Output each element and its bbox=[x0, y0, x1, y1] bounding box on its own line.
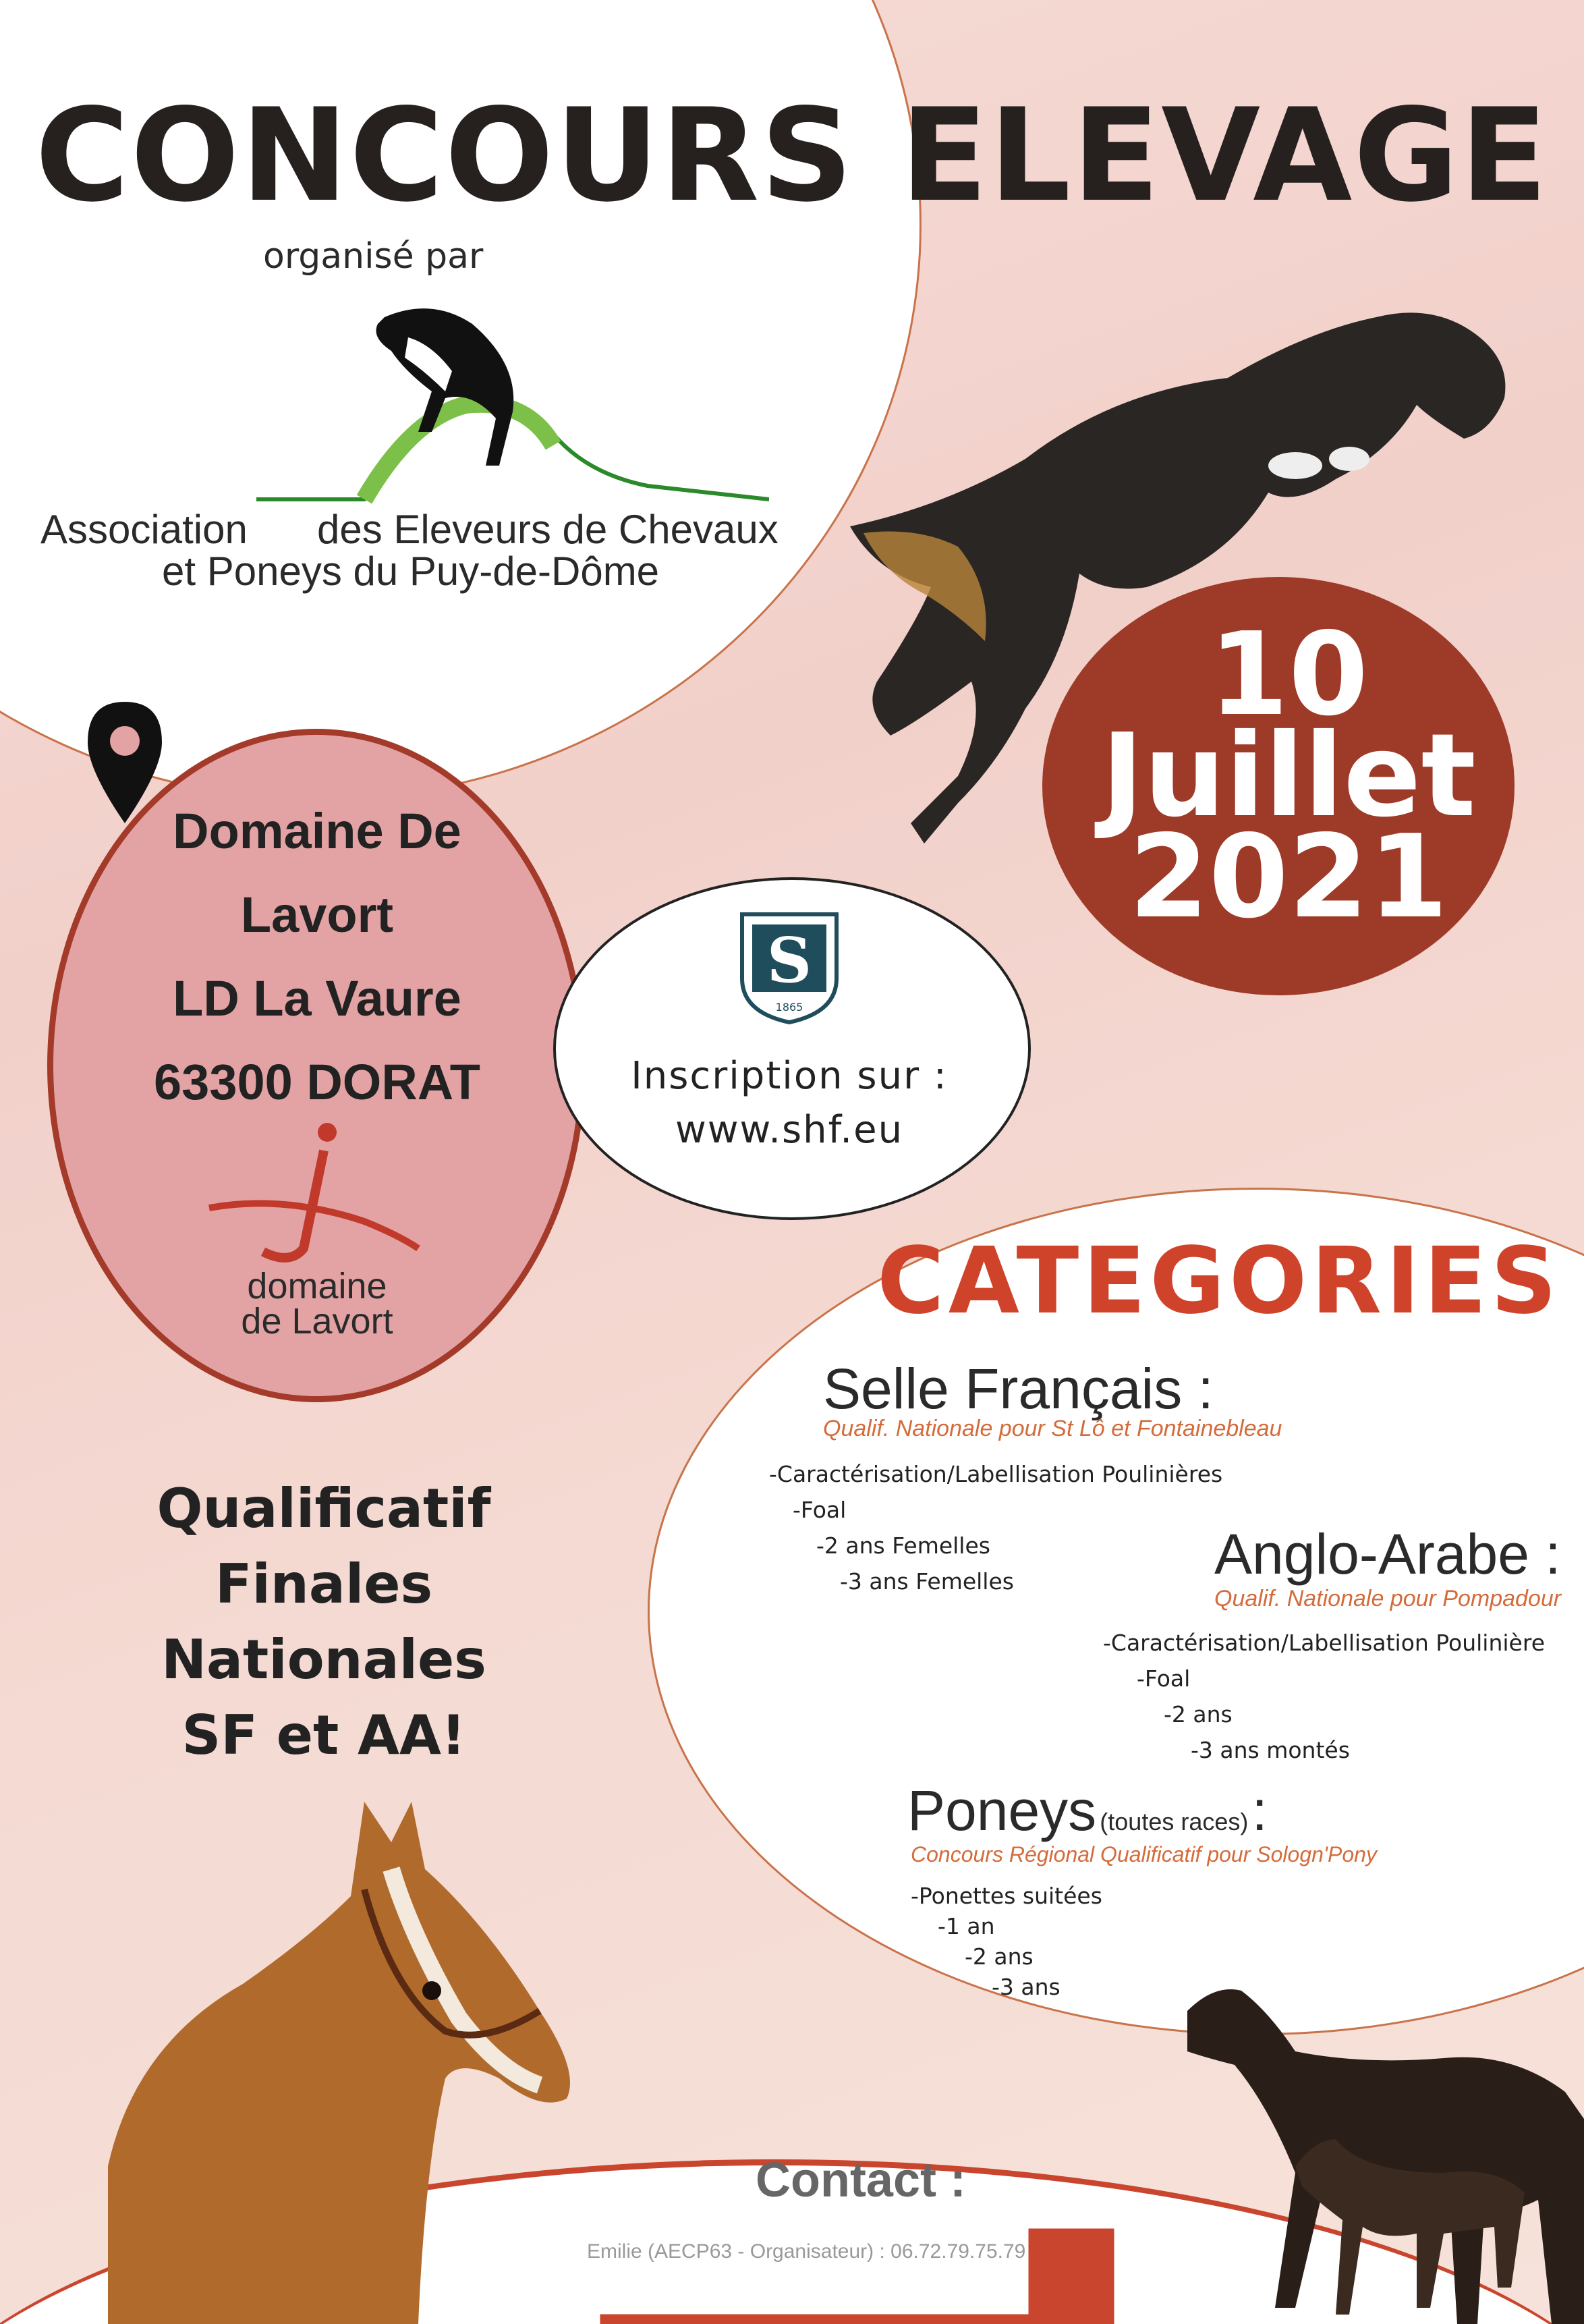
poneys-item: -Ponettes suitées bbox=[911, 1883, 1102, 1909]
domaine-logo-line-2: de Lavort bbox=[241, 1301, 393, 1341]
qualificatif-line-3: Nationales bbox=[161, 1628, 486, 1691]
aa-item: -Caractérisation/Labellisation Poulinière bbox=[1103, 1630, 1546, 1656]
poneys-note: (toutes races) bbox=[1100, 1808, 1249, 1835]
domaine-lavort-logo-mark bbox=[202, 1120, 432, 1275]
sf-item: -Caractérisation/Labellisation Poulinières bbox=[769, 1461, 1223, 1487]
date-day: 10 bbox=[1208, 608, 1369, 742]
qualificatif-block bbox=[101, 1471, 546, 1773]
inscription-url[interactable]: www.shf.eu bbox=[675, 1108, 904, 1152]
aa-item: -2 ans bbox=[1164, 1701, 1233, 1727]
poneys-heading bbox=[907, 1778, 1268, 1844]
shf-logo-year: 1865 bbox=[775, 1001, 803, 1014]
address-line-4: 63300 DORAT bbox=[154, 1054, 480, 1110]
address-line-3: LD La Vaure bbox=[173, 970, 461, 1026]
address-line-1: Domaine De bbox=[173, 803, 461, 859]
sf-item: -Foal bbox=[793, 1497, 847, 1523]
association-name-a: Association bbox=[40, 507, 248, 552]
anglo-arabe-heading: Anglo-Arabe : bbox=[1214, 1522, 1561, 1586]
contact-title: Contact : bbox=[756, 2153, 966, 2207]
page-title: CONCOURS ELEVAGE bbox=[34, 81, 1550, 230]
aa-item: -3 ans montés bbox=[1191, 1737, 1350, 1763]
domaine-logo-text bbox=[175, 1266, 459, 1341]
qualificatif-line-2: Finales bbox=[215, 1553, 433, 1615]
poneys-item: -1 an bbox=[938, 1913, 995, 1939]
inscription-label: Inscription sur : bbox=[631, 1054, 948, 1098]
domaine-logo-line-1: domaine bbox=[247, 1266, 387, 1306]
anglo-arabe-qualif: Qualif. Nationale pour Pompadour bbox=[1214, 1586, 1562, 1611]
inscription-block bbox=[553, 1049, 1025, 1157]
aa-item: -Foal bbox=[1137, 1665, 1191, 1692]
organized-by-label: organisé par bbox=[263, 236, 484, 277]
poneys-item: -3 ans bbox=[992, 1974, 1060, 2000]
address-line-2: Lavort bbox=[240, 887, 394, 943]
shf-shield-logo bbox=[739, 911, 840, 1026]
date-month: Juillet bbox=[1101, 709, 1476, 843]
association-name-c: et Poneys du Puy-de-Dôme bbox=[162, 549, 660, 594]
mare-and-foal-image bbox=[1160, 1970, 1584, 2324]
poneys-colon: : bbox=[1251, 1779, 1268, 1842]
selle-francais-qualif: Qualif. Nationale pour St Lô et Fontainebleau bbox=[823, 1416, 1282, 1441]
association-horse-logo bbox=[229, 297, 769, 506]
shf-logo-letter: S bbox=[766, 924, 812, 997]
sf-item: -3 ans Femelles bbox=[840, 1568, 1014, 1595]
poneys-item: -2 ans bbox=[965, 1943, 1034, 1970]
poneys-qualif: Concours Régional Qualificatif pour Sologn'Pony bbox=[911, 1842, 1377, 1866]
poneys-name: Poneys bbox=[907, 1779, 1097, 1842]
qualificatif-line-4: SF et AA! bbox=[181, 1704, 466, 1767]
selle-francais-heading: Selle Français : bbox=[823, 1357, 1214, 1420]
contact-line: Emilie (AECP63 - Organisateur) : 06.72.79.75.79 bbox=[587, 2240, 1026, 2263]
chestnut-horse-image bbox=[108, 1788, 594, 2324]
qualificatif-line-1: Qualificatif bbox=[157, 1477, 491, 1540]
date-year: 2021 bbox=[1129, 810, 1448, 944]
venue-address bbox=[88, 790, 546, 1124]
categories-title: CATEGORIES bbox=[877, 1228, 1561, 1335]
sf-item: -2 ans Femelles bbox=[816, 1532, 990, 1559]
association-name-b: des Eleveurs de Chevaux bbox=[317, 507, 779, 552]
